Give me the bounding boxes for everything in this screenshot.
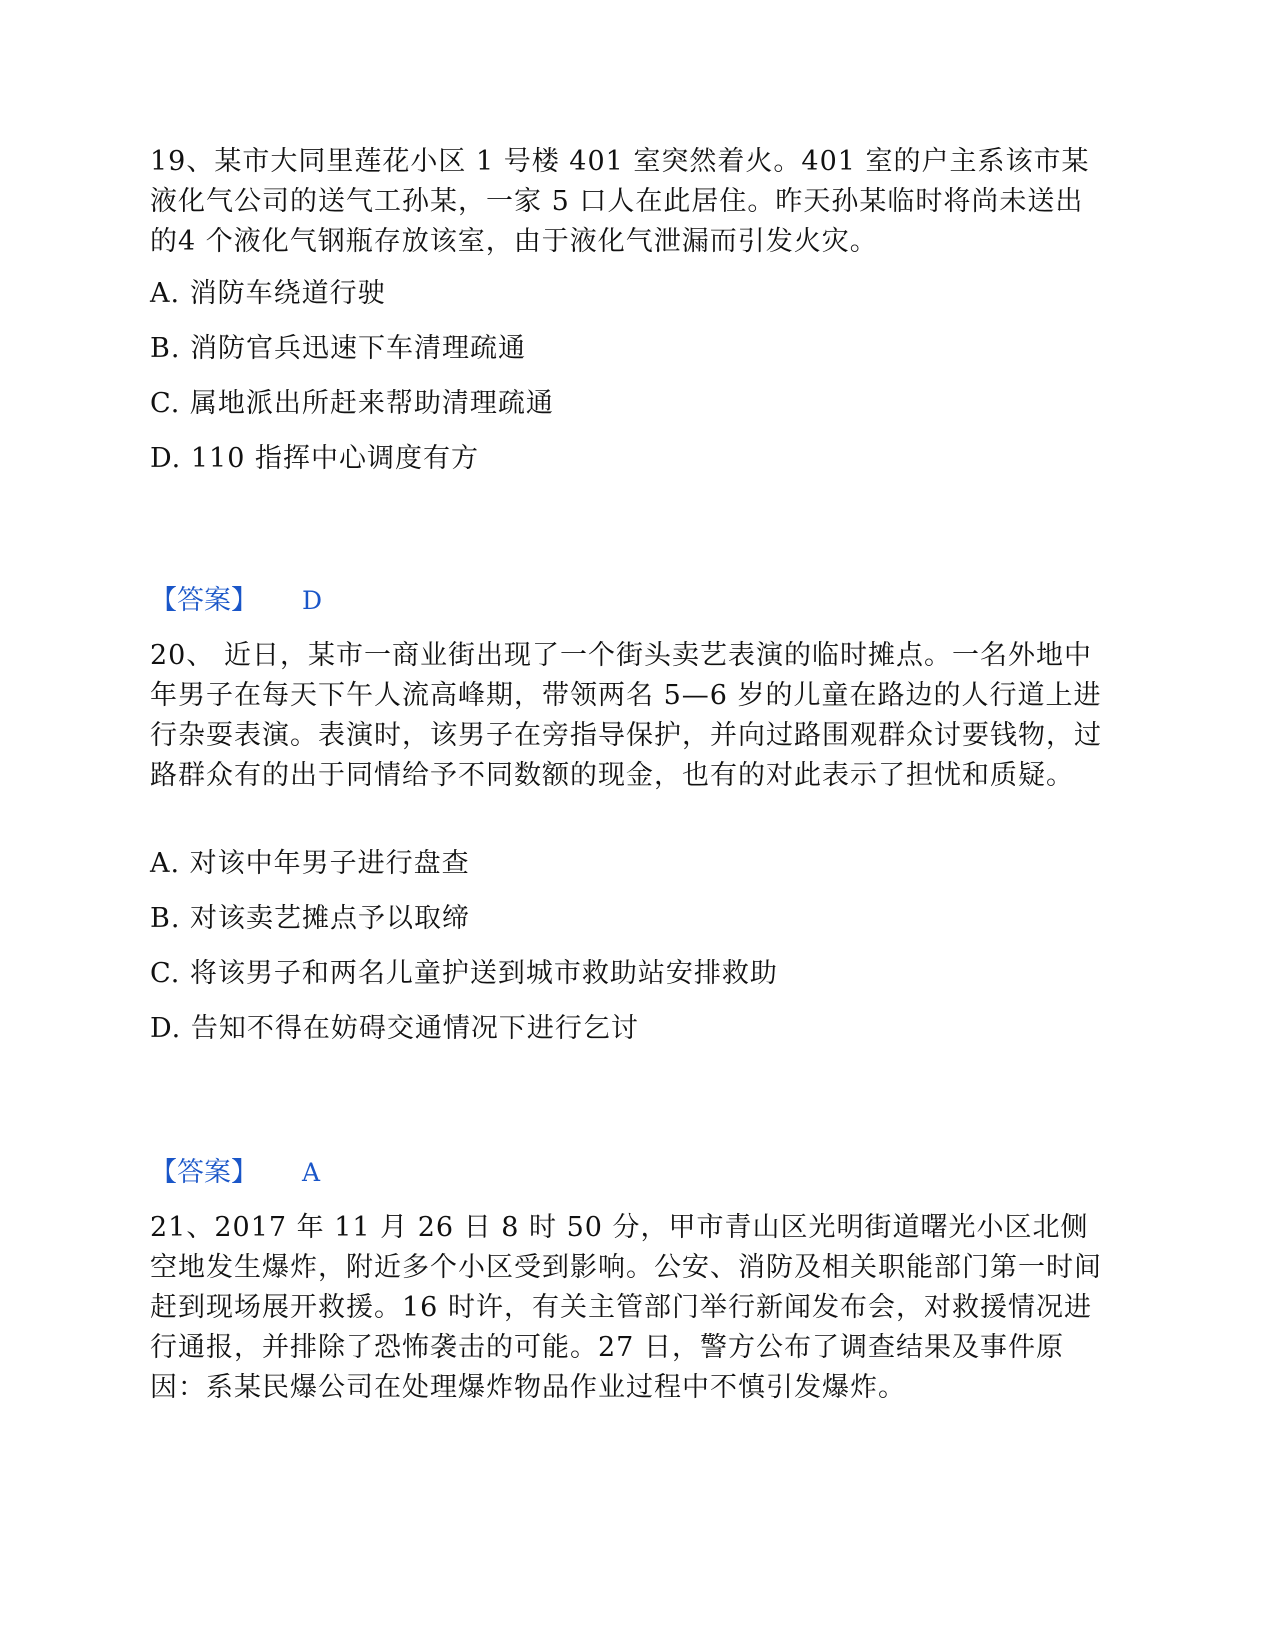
question-20-option-d: D. 告知不得在妨碍交通情况下进行乞讨: [150, 1013, 639, 1044]
question-20-option-c: C. 将该男子和两名儿童护送到城市救助站安排救助: [150, 958, 778, 989]
question-19-option-a: A. 消防车绕道行驶: [150, 278, 386, 309]
question-19-stem: 19、某市大同里莲花小区 1 号楼 401 室突然着火。401 室的户主系该市某液化气公司的送气工孙某，一家 5 口人在此居住。昨天孙某临时将尚未送出的4 个液化气钢瓶存放该室，由于液化气泄漏而引发火灾。: [150, 146, 1090, 257]
question-20-option-b: B. 对该卖艺摊点予以取缔: [150, 903, 471, 934]
question-21-stem: 21、2017 年 11 月 26 日 8 时 50 分，甲市青山区光明街道曙光小区北侧空地发生爆炸，附近多个小区受到影响。公安、消防及相关职能部门第一时间赶到现场展开救援。16 时许，有关主管部门举行新闻发布会，对救援情况进行通报，并排除了恐怖袭击的可能。27 日，警方公布了调查结果及事件原因：系某民爆公司在处理爆炸物品作业过程中不慎引发爆炸。: [150, 1212, 1102, 1403]
question-19-option-d: D. 110 指挥中心调度有方: [150, 443, 479, 474]
answer-label: 【答案】: [150, 1157, 258, 1188]
answer-label: 【答案】: [150, 585, 258, 616]
answer-value: D: [302, 586, 323, 615]
answer-value: A: [302, 1158, 321, 1187]
question-19-option-c: C. 属地派出所赶来帮助清理疏通: [150, 388, 554, 419]
question-20-stem: 20、 近日，某市一商业街出现了一个街头卖艺表演的临时摊点。一名外地中年男子在每天下午人流高峰期，带领两名 5—6 岁的儿童在路边的人行道上进行杂耍表演。表演时，该男子在旁指导保护，并向过路围观群众讨要钱物，过路群众有的出于同情给予不同数额的现金，也有的对此表示了担忧和质疑。: [150, 640, 1102, 791]
question-20-option-a: A. 对该中年男子进行盘查: [150, 848, 470, 879]
question-20-answer: [150, 1155, 320, 1191]
question-19-option-b: B. 消防官兵迅速下车清理疏通: [150, 333, 527, 364]
question-19-answer: [150, 583, 322, 619]
